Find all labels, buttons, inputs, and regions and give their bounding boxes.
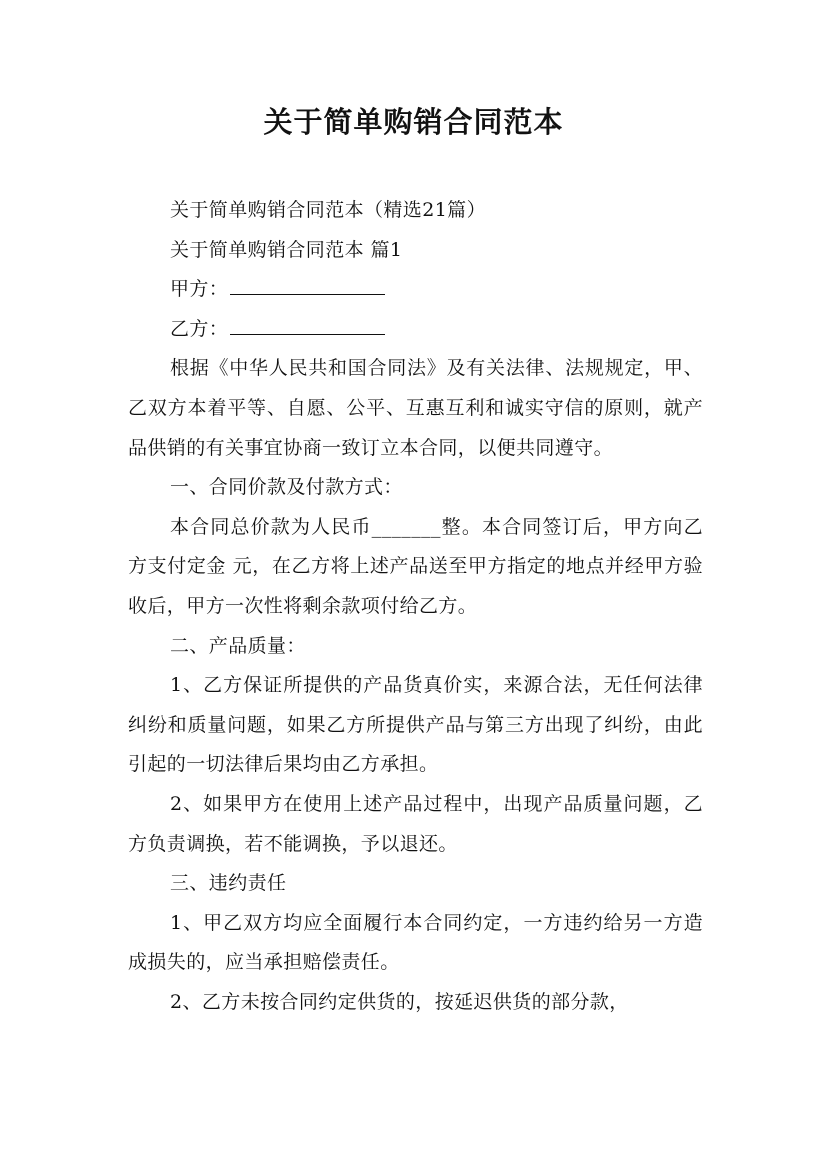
paragraph: 2、乙方未按合同约定供货的，按延迟供货的部分款， [170,990,629,1013]
party-b-label: 乙方： [170,317,229,340]
section-heading: 关于简单购销合同范本 篇1 [170,238,403,261]
document-title: 关于简单购销合同范本 [263,105,564,139]
clause-heading: 三、违约责任 [170,872,287,895]
paragraph: 1、乙方保证所提供的产品货真价实，来源合法，无任何法律纠纷和质量问题，如果乙方所提供产品与第三方出现了纠纷，由此引起的一切法律后果均由乙方承担。 [128,674,703,776]
paragraph: 根据《中华人民共和国合同法》及有关法律、法规规定，甲、乙双方本着平等、自愿、公平、互惠互利和诚实守信的原则，就产品供销的有关事宜协商一致订立本合同，以便共同遵守。 [128,357,703,459]
paragraph: 1、甲乙双方均应全面履行本合同约定，一方违约给另一方造成损失的，应当承担赔偿责任。 [128,911,703,974]
document-body [128,191,703,1022]
party-a-line [128,270,703,310]
party-b-blank [230,312,385,335]
party-a-blank [230,272,385,295]
paragraph: 2、如果甲方在使用上述产品过程中，出现产品质量问题，乙方负责调换，若不能调换，予以退还。 [128,792,703,855]
clause-heading: 二、产品质量： [170,634,306,657]
document-subtitle: 关于简单购销合同范本（精选21篇） [170,199,486,221]
party-b-line [128,310,703,350]
paragraph: 本合同总价款为人民币_______整。本合同签订后，甲方向乙方支付定金 元，在乙方将上述产品送至甲方指定的地点并经甲方验收后，甲方一次性将剩余款项付给乙方。 [128,515,703,617]
party-a-label: 甲方： [170,278,229,301]
clause-heading: 一、合同价款及付款方式： [170,476,403,499]
